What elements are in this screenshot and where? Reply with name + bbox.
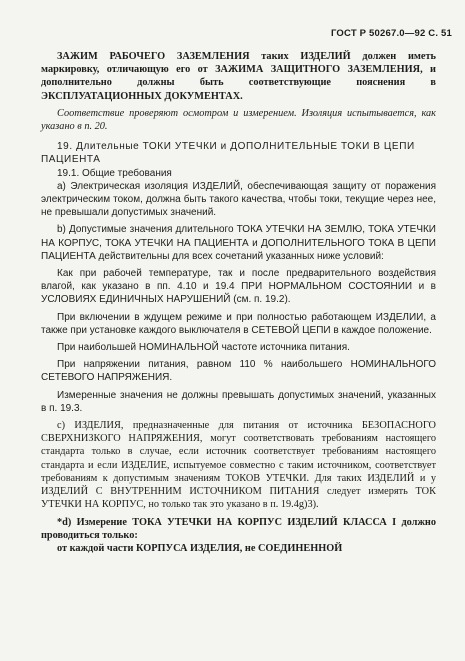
section-heading-19: 19. Длительные ТОКИ УТЕЧКИ и ДОПОЛНИТЕЛЬНЫЕ ТОКИ В ЦЕПИ ПАЦИЕНТА <box>41 141 415 166</box>
paragraph-item-a: а) Электрическая изоляция ИЗДЕЛИЙ, обеспечивающая защиту от поражения электрическим током, должна быть такого качества, чтобы токи, текущие через нее, не превышали допустимых значений. <box>41 180 436 219</box>
paragraph-item-b: b) Допустимые значения длительного ТОКА УТЕЧКИ НА ЗЕМЛЮ, ТОКА УТЕЧКИ НА КОРПУС, ТОКА УТЕЧКИ НА ПАЦИЕНТА и ДОПОЛНИТЕЛЬНОГО ТОКА В ЦЕПИ ПАЦИЕНТА действительны для всех сочетаний указанных ниже условий: <box>41 224 436 262</box>
paragraph-condition-temperature: Как при рабочей температуре, так и после предварительного воздействия влагой, как указано в пп. 4.10 и 19.4 ПРИ НОРМАЛЬНОМ СОСТОЯНИИ и в УСЛОВИЯХ ЕДИНИЧНЫХ НАРУШЕНИЙ (см. п. 19.2). <box>41 268 436 306</box>
paragraph-condition-voltage: При напряжении питания, равном 110 % наибольшего НОМИНАЛЬНОГО СЕТЕВОГО НАПРЯЖЕНИЯ. <box>41 359 436 384</box>
paragraph-item-d-continuation: от каждой части КОРПУСА ИЗДЕЛИЯ, не СОЕДИНЕННОЙ <box>57 542 343 554</box>
page-header: ГОСТ Р 50267.0—92 С. 51 <box>330 28 452 39</box>
paragraph-compliance-check: Соответствие проверяют осмотром и измерением. Изоляция испытывается, как указано в п. 20. <box>41 107 436 133</box>
paragraph-grounding-terminal: ЗАЖИМ РАБОЧЕГО ЗАЗЕМЛЕНИЯ таких ИЗДЕЛИЙ должен иметь маркировку, отличающую его от ЗАЖИМА ЗАЩИТНОГО ЗАЗЕМЛЕНИЯ, и дополнительно должны быть соответствующие пояснения в ЭКСПЛУАТАЦИОННЫХ ДОКУМЕНТАХ. <box>41 51 436 102</box>
paragraph-item-d: *d) Измерение ТОКА УТЕЧКИ НА КОРПУС ИЗДЕЛИЙ КЛАССА I должно проводиться только: <box>41 516 436 541</box>
paragraph-condition-frequency: При наибольшей НОМИНАЛЬНОЙ частоте источника питания. <box>57 342 350 354</box>
paragraph-item-c: с) ИЗДЕЛИЯ, предназначенные для питания от источника БЕЗОПАСНОГО СВЕРХНИЗКОГО НАПРЯЖЕНИЯ, могут соответствовать требованиям настоящего стандарта только в случае, если источник соответствует требованиям настоящего стандарта и если ИЗДЕЛИЕ, испытуемое совместно с таким источником, соответствует требованиям к допустимым значениям ТОКОВ УТЕЧКИ. Для таких ИЗДЕЛИЙ и у ИЗДЕЛИЙ С ВНУТРЕННИМ ИСТОЧНИКОМ ПИТАНИЯ следует измерять ТОК УТЕЧКИ НА КОРПУС, но только так это указано в п. 19.4g)3). <box>41 420 436 511</box>
document-body <box>41 50 436 555</box>
subsection-heading-19-1: 19.1. Общие требования <box>57 167 172 179</box>
paragraph-measured-values: Измеренные значения не должны превышать допустимых значений, указанных в п. 19.3. <box>41 389 436 414</box>
paragraph-condition-standby: При включении в ждущем режиме и при полностью работающем ИЗДЕЛИИ, а также при установке каждого выключателя в СЕТЕВОЙ ЦЕПИ в каждое положение. <box>41 311 436 336</box>
